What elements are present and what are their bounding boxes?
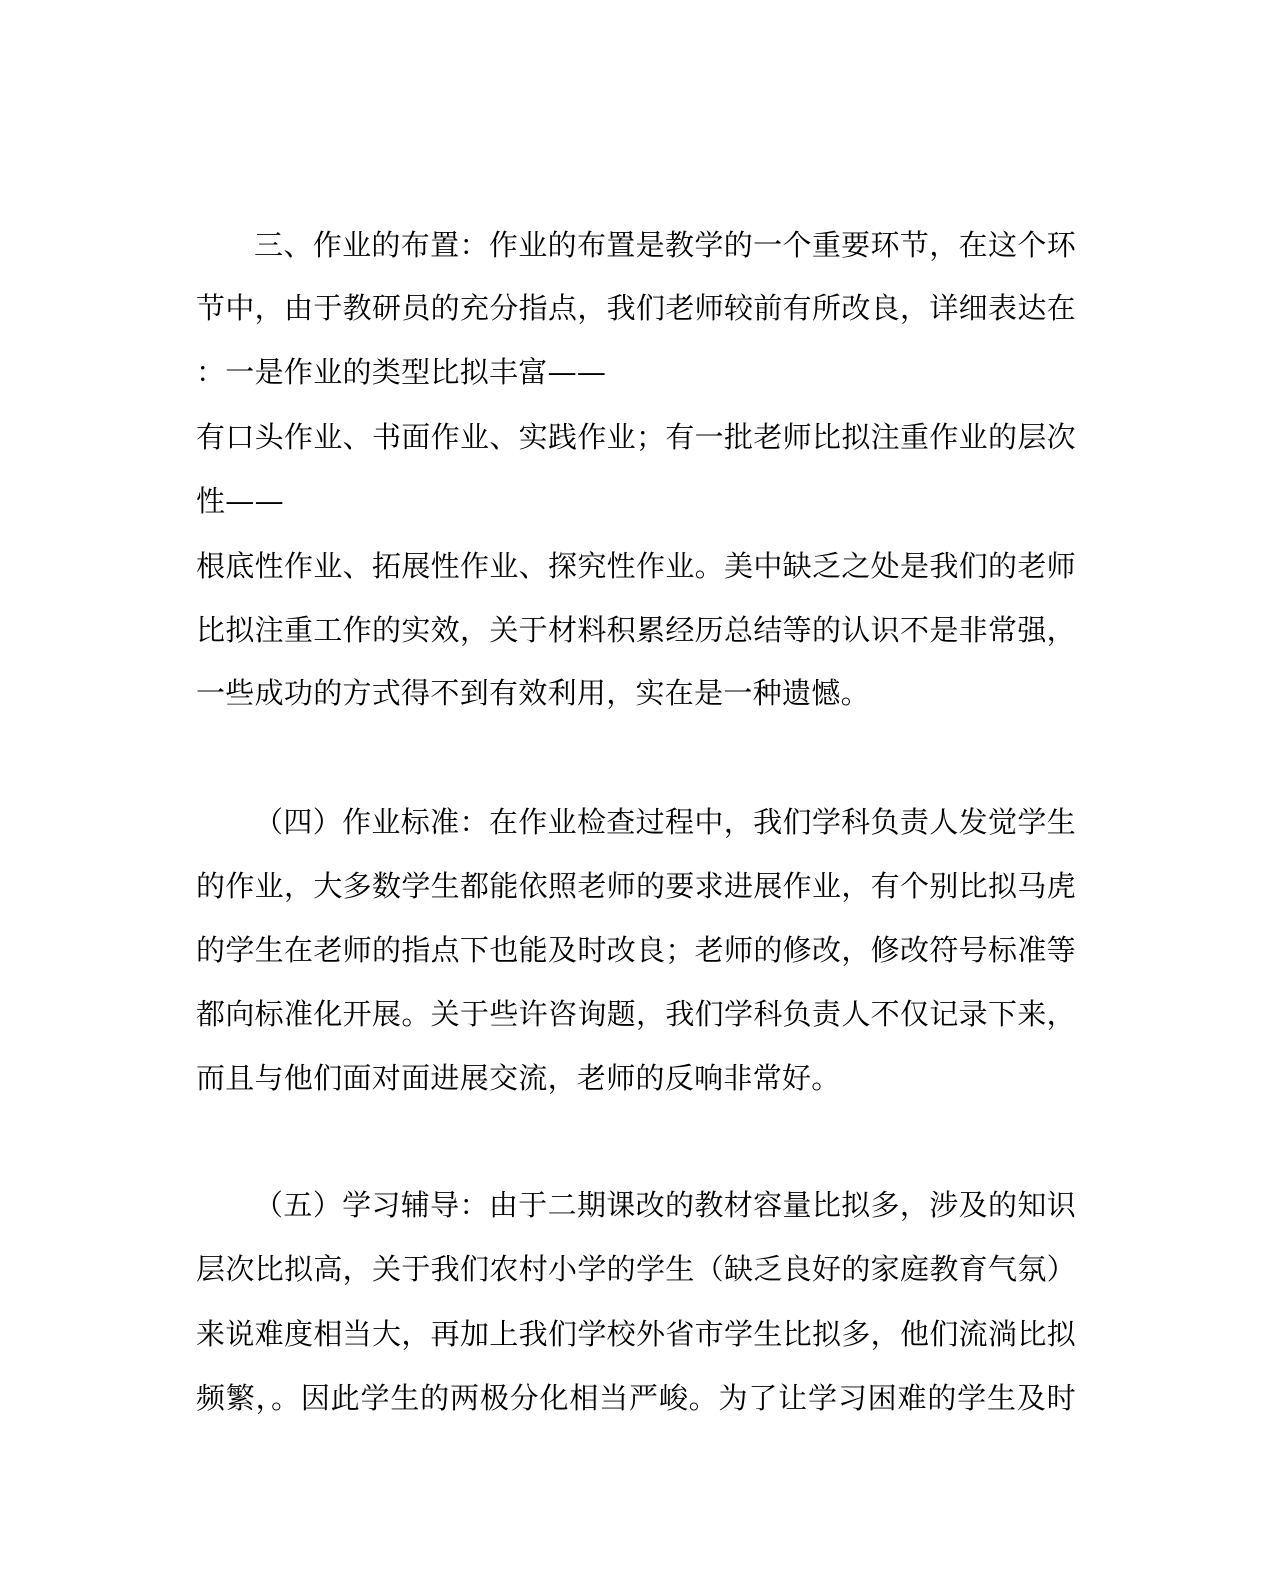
text-line-3: ：一是作业的类型比拟丰富—— (196, 355, 607, 389)
text-line-13: 而且与他们面对面进展交流，老师的反响非常好。 (196, 1061, 841, 1095)
text-line-16: 来说难度相当大，再加上我们学校外省市学生比拟多，他们流淌比拟 (196, 1317, 1076, 1351)
text-line-5: 性—— (196, 484, 284, 518)
text-line-10: 的作业，大多数学生都能依照老师的要求进展作业，有个别比拟马虎 (196, 869, 1076, 903)
text-line-14: （五）学习辅导：由于二期课改的教材容量比拟多，涉及的知识 (254, 1188, 1076, 1222)
text-line-15: 层次比拟高，关于我们农村小学的学生（缺乏良好的家庭教育气氛） (196, 1252, 1076, 1286)
text-line-11: 的学生在老师的指点下也能及时改良；老师的修改，修改符号标准等 (196, 933, 1076, 967)
text-line-2: 节中，由于教研员的充分指点，我们老师较前有所改良，详细表达在 (196, 291, 1076, 325)
text-line-6: 根底性作业、拓展性作业、探究性作业。美中缺乏之处是我们的老师 (196, 549, 1076, 583)
text-line-4: 有口头作业、书面作业、实践作业；有一批老师比拟注重作业的层次 (196, 420, 1076, 454)
text-line-12: 都向标准化开展。关于些许咨询题，我们学科负责人不仅记录下来， (196, 997, 1076, 1031)
text-line-7: 比拟注重工作的实效，关于材料积累经历总结等的认识不是非常强， (196, 613, 1076, 647)
text-line-1: 三、作业的布置：作业的布置是教学的一个重要环节，在这个环 (254, 228, 1076, 262)
text-line-17: 频繁，。因此学生的两极分化相当严峻。为了让学习困难的学生及时 (196, 1381, 1076, 1415)
text-line-8: 一些成功的方式得不到有效利用，实在是一种遗憾。 (196, 676, 870, 710)
text-line-9: （四）作业标准：在作业检查过程中，我们学科负责人发觉学生 (254, 805, 1076, 839)
